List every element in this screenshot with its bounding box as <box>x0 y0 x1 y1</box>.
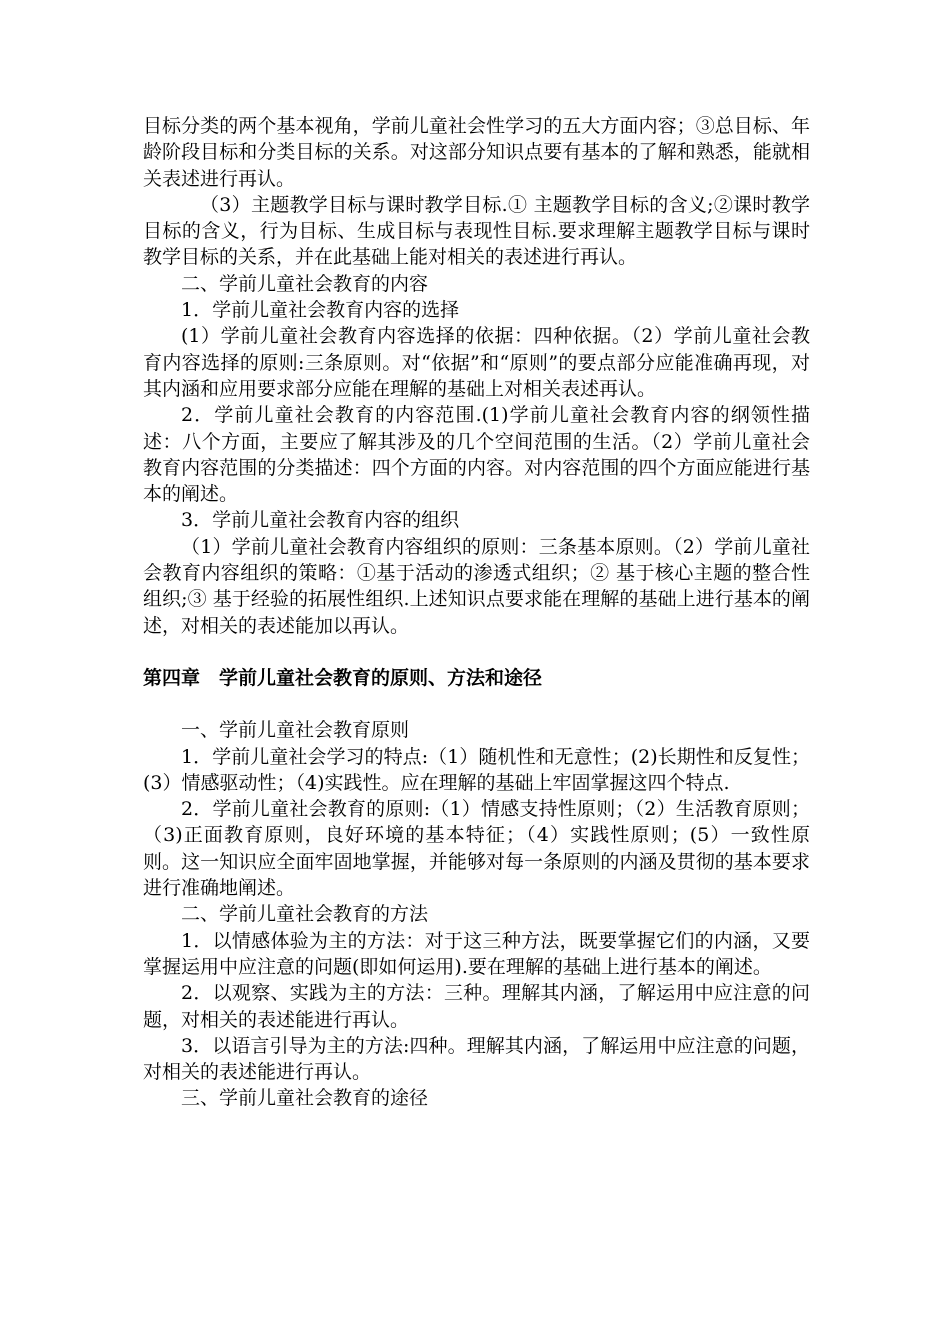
document-page <box>143 113 810 1112</box>
paragraph: 2．以观察、实践为主的方法：三种。理解其内涵，了解运用中应注意的问题，对相关的表述能进行再认。 <box>143 982 810 1031</box>
subsection-heading: 3．学前儿童社会教育内容的组织 <box>181 509 460 532</box>
paragraph: 目标分类的两个基本视角，学前儿童社会性学习的五大方面内容；③总目标、年龄阶段目标和分类目标的关系。对这部分知识点要有基本的了解和熟悉，能就相关表述进行再认。 <box>143 115 810 190</box>
section-heading: 二、学前儿童社会教育的方法 <box>181 903 429 926</box>
chapter-title: 第四章 学前儿童社会教育的原则、方法和途径 <box>143 666 543 689</box>
section-heading: 三、学前儿童社会教育的途径 <box>181 1087 429 1110</box>
paragraph: 1．学前儿童社会学习的特点:（1）随机性和无意性；(2)长期性和反复性；(3）情感驱动性；（4)实践性。应在理解的基础上牢固掌握这四个特点. <box>143 745 810 794</box>
paragraph: （1）学前儿童社会教育内容组织的原则：三条基本原则。（2）学前儿童社会教育内容组织的策略：①基于活动的渗透式组织；② 基于核心主题的整合性组织;③ 基于经验的拓展性组织.上述知识点要求能在理解的基础上进行基本的阐述，对相关的表述能加以再认。 <box>143 535 810 637</box>
paragraph: 1．以情感体验为主的方法：对于这三种方法，既要掌握它们的内涵，又要掌握运用中应注意的问题(即如何运用).要在理解的基础上进行基本的阐述。 <box>143 929 810 978</box>
paragraph: (1）学前儿童社会教育内容选择的依据：四种依据。（2）学前儿童社会教育内容选择的原则:三条原则。对“依据”和“原则”的要点部分应能准确再现，对其内涵和应用要求部分应能在理解的基础上对相关表述再认。 <box>143 325 810 400</box>
paragraph: 3．以语言引导为主的方法:四种。理解其内涵，了解运用中应注意的问题，对相关的表述能进行再认。 <box>143 1034 810 1084</box>
section-heading: 二、学前儿童社会教育的内容 <box>181 272 429 295</box>
paragraph: 2．学前儿童社会教育的内容范围.(1)学前儿童社会教育内容的纲领性描述：八个方面，主要应了解其涉及的几个空间范围的生活。（2）学前儿童社会教育内容范围的分类描述：四个方面的内容。对内容范围的四个方面应能进行基本的阐述。 <box>143 404 810 506</box>
paragraph: （3）主题教学目标与课时教学目标.① 主题教学目标的含义;②课时教学目标的含义，行为目标、生成目标与表现性目标.要求理解主题教学目标与课时教学目标的关系，并在此基础上能对相关的表述进行再认。 <box>143 193 810 269</box>
paragraph: 2．学前儿童社会教育的原则:（1）情感支持性原则；（2）生活教育原则；（3)正面教育原则，良好环境的基本特征；（4）实践性原则；(5）一致性原则。这一知识应全面牢固地掌握，并能够对每一条原则的内涵及贯彻的基本要求进行准确地阐述。 <box>143 798 810 900</box>
subsection-heading: 1．学前儿童社会教育内容的选择 <box>181 299 460 322</box>
section-heading: 一、学前儿童社会教育原则 <box>181 719 410 742</box>
